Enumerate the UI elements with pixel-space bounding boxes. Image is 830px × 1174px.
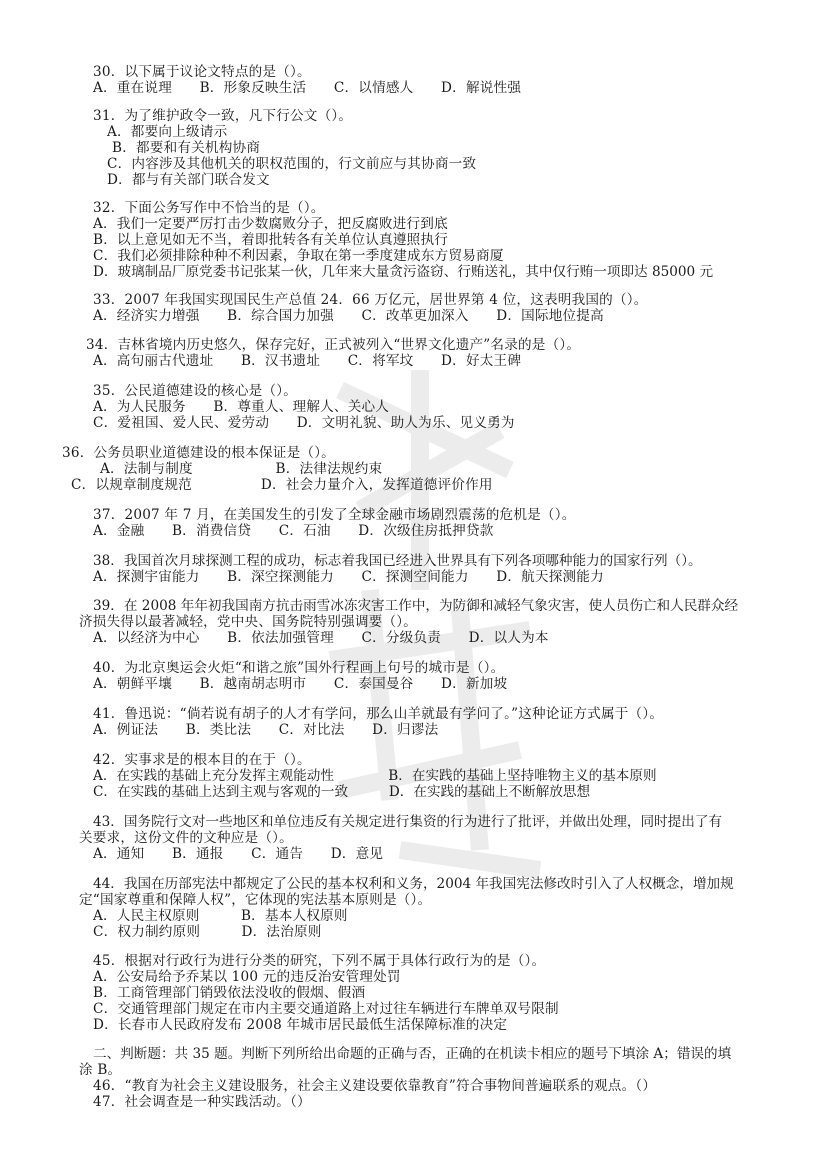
question-31-option-d: D．都与有关部门联合发文	[107, 172, 270, 188]
question-44-option-cd: C．权力制约原则 D．法治原则	[93, 924, 322, 940]
question-41-options: A．例证法 B．类比法 C．对比法 D．归谬法	[93, 722, 439, 738]
question-36-option-cd: C．以规章制度规范 D．社会力量介入，发挥道德评价作用	[71, 477, 493, 493]
question-36-stem: 36．公务员职业道德建设的根本保证是（）。	[62, 445, 335, 461]
question-30-stem: 30．以下属于议论文特点的是（）。	[93, 64, 311, 80]
question-33-options: A．经济实力增强 B．综合国力加强 C．改革更加深入 D．国际地位提高	[93, 308, 604, 324]
question-36-option-ab: A．法制与制度 B．法律法规约束	[100, 461, 383, 477]
question-37-options: A．金融 B．消费信贷 C．石油 D．次级住房抵押贷款	[93, 523, 494, 539]
question-37-stem: 37．2007 年 7 月，在美国发生的引发了全球金融市场剧烈震荡的危机是（）。	[93, 507, 576, 523]
question-33-stem: 33．2007 年我国实现国民生产总值 24．66 万亿元，居世界第 4 位，这表明我国的（）。	[93, 292, 648, 308]
question-35-stem: 35．公民道德建设的核心是（）。	[93, 383, 298, 399]
section-2-instructions-continued: 涂 B。	[79, 1062, 122, 1078]
question-44-stem-continued: 定“国家尊重和保障人权”，它体现的宪法基本原则是（）。	[79, 892, 432, 908]
question-40-stem: 40．为北京奥运会火炬“和谐之旅”国外行程画上句号的城市是（）。	[93, 660, 505, 676]
question-32-stem: 32．下面公务写作中不恰当的是（）。	[93, 200, 325, 216]
question-31-option-c: C．内容涉及其他机关的职权范围的，行文前应与其协商一致	[107, 156, 477, 172]
question-46: 46．“教育为社会主义建设服务，社会主义建设要依靠教育”符合事物间普遍联系的观点。（）	[93, 1078, 657, 1094]
question-34-stem: 34．吉林省境内历史悠久，保存完好，正式被列入“世界文化遗产”名录的是（）。	[86, 337, 581, 353]
question-40-options: A．朝鲜平壤 B．越南胡志明市 C．泰国曼谷 D．新加坡	[93, 676, 508, 692]
question-31-option-b: B．都要和有关机构协商	[112, 140, 261, 156]
question-32-option-c: C．我们必须排除种种不利因素，争取在第一季度建成东方贸易商厦	[93, 248, 504, 264]
question-35-option-cd: C．爱祖国、爱人民、爱劳动 D．文明礼貌、助人为乐、见义勇为	[93, 415, 515, 431]
question-47: 47．社会调查是一种实践活动。（）	[93, 1094, 311, 1110]
question-42-stem: 42．实事求是的根本目的在于（）。	[93, 752, 311, 768]
question-43-stem-continued: 关要求，这份文件的文种应是（）。	[79, 830, 293, 846]
question-45-option-b: B．工商管理部门销毁依法没收的假烟、假酒	[93, 985, 366, 1001]
question-43-stem: 43．国务院行文对一些地区和单位违反有关规定进行集资的行为进行了批评，并做出处理，同时提出了有	[93, 814, 723, 830]
question-34-options: A．高句丽古代遗址 B．汉书遗址 C．将军坟 D．好太王碑	[93, 353, 522, 369]
question-39-stem: 39．在 2008 年年初我国南方抗击雨雪冰冻灾害工作中，为防御和减轻气象灾害，使人员伤亡和人民群众经	[93, 598, 739, 614]
question-32-option-a: A．我们一定要严厉打击少数腐败分子，把反腐败进行到底	[93, 216, 448, 232]
question-39-options: A．以经济为中心 B．依法加强管理 C．分级负责 D．以人为本	[93, 630, 549, 646]
question-45-option-d: D．长春市人民政府发布 2008 年城市居民最低生活保障标准的决定	[93, 1017, 508, 1033]
question-43-options: A．通知 B．通报 C．通告 D．意见	[93, 846, 384, 862]
question-32-option-d: D．玻璃制品厂原党委书记张某一伙，几年来大量贪污盗窃、行贿送礼，其中仅行贿一项即达 85000 元	[93, 264, 714, 280]
section-2-instructions: 二、判断题：共 35 题。判断下列所给出命题的正确与否，正确的在机读卡相应的题号下填涂 A；错误的填	[93, 1046, 732, 1062]
question-31-option-a: A．都要向上级请示	[107, 124, 228, 140]
question-42-option-ab: A．在实践的基础上充分发挥主观能动性 B．在实践的基础上坚持唯物主义的基本原则	[93, 768, 657, 784]
question-45-option-c: C．交通管理部门规定在市内主要交通道路上对过往车辆进行车牌单双号限制	[93, 1001, 559, 1017]
question-41-stem: 41．鲁迅说：“倘若说有胡子的人才有学问，那么山羊就最有学问了。”这种论证方式属于（）。	[93, 706, 664, 722]
question-44-stem: 44．我国在历部宪法中都规定了公民的基本权利和义务，2004 年我国宪法修改时引入了人权概念，增加规	[93, 876, 734, 892]
question-44-option-ab: A．人民主权原则 B．基本人权原则	[93, 908, 348, 924]
question-38-stem: 38．我国首次月球探测工程的成功，标志着我国已经进入世界具有下列各项哪种能力的国家行列（）。	[93, 553, 702, 569]
question-35-option-ab: A．为人民服务 B．尊重人、理解人、关心人	[93, 399, 390, 415]
question-30-options: A．重在说理 B．形象反映生活 C．以情感人 D．解说性强	[93, 80, 522, 96]
question-42-option-cd: C．在实践的基础上达到主观与客观的一致 D．在实践的基础上不断解放思想	[93, 784, 591, 800]
question-45-option-a: A．公安局给予乔某以 100 元的违反治安管理处罚	[93, 969, 401, 985]
question-32-option-b: B．以上意见如无不当，着即批转各有关单位认真遵照执行	[93, 232, 449, 248]
question-45-stem: 45．根据对行政行为进行分类的研究，下列不属于具体行政行为的是（）。	[93, 953, 546, 969]
question-39-stem-continued: 济损失得以最著减轻，党中央、国务院特别强调要（）。	[79, 614, 418, 630]
question-31-stem: 31．为了维护政令一致，凡下行公文（）。	[93, 108, 353, 124]
question-38-options: A．探测宇宙能力 B．深空探测能力 C．探测空间能力 D．航天探测能力	[93, 569, 604, 585]
